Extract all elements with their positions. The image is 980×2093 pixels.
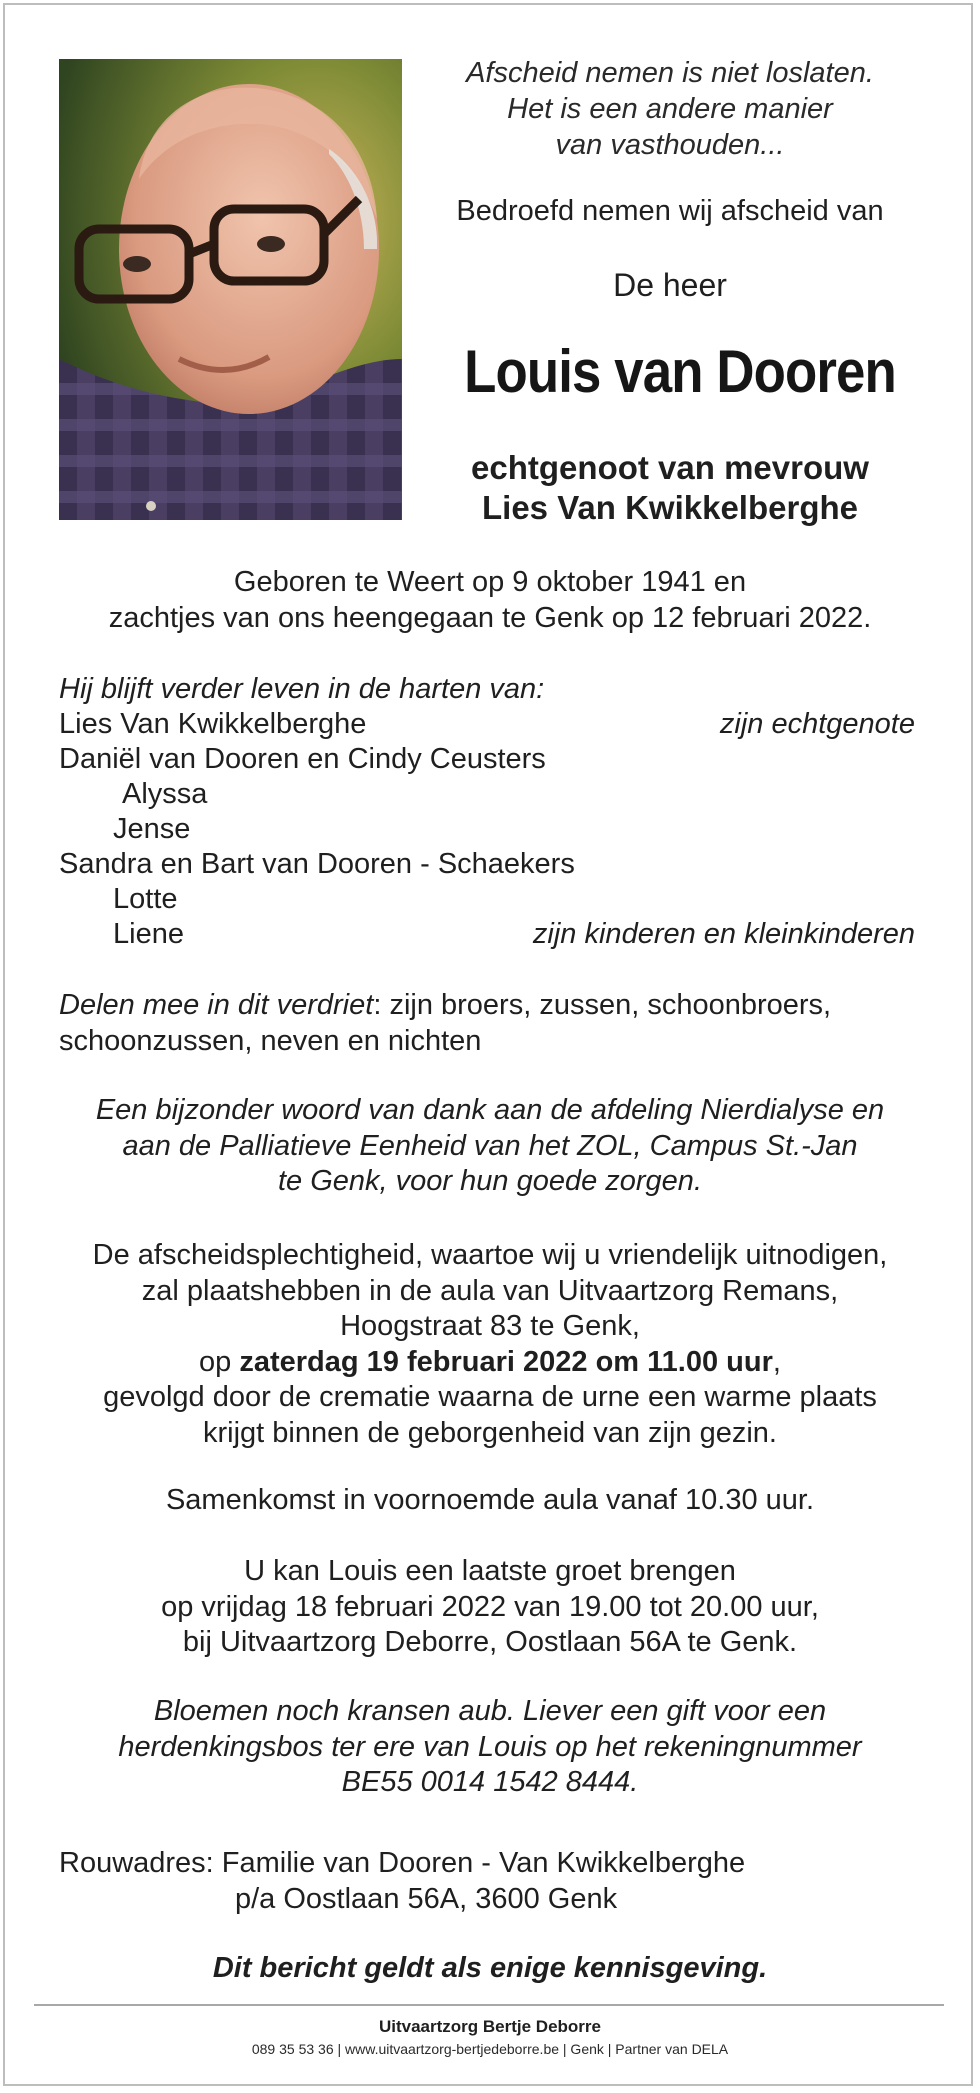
ceremony-info [30,1238,950,1451]
shared-grief-line: schoonzussen, neven en nichten [59,1025,482,1057]
quote-line: van vasthouden... [555,129,785,161]
born-line: zachtjes van ons heengegaan te Genk op 12 februari 2022. [108,602,872,634]
family-member: Lies Van Kwikkelberghe [59,708,367,740]
portrait-illustration [59,59,402,520]
family-heading: Hij blijft verder leven in de harten van: [59,673,545,705]
donation-line: Bloemen noch kransen aub. Liever een gift voor een [153,1695,827,1727]
funeral-home-contact: 089 35 53 36 | www.uitvaartzorg-bertjedeborre.be | Genk | Partner van DELA [251,2041,729,2057]
quote-line: Het is een andere manier [507,93,833,125]
family-member: Jense [113,813,191,845]
portrait-photo [59,59,402,520]
visit-line: op vrijdag 18 februari 2022 van 19.00 tot 20.00 uur, [161,1590,819,1623]
quote-line: Afscheid nemen is niet loslaten. [466,57,874,89]
family-row [59,777,915,812]
family-member: Alyssa [122,778,208,810]
family-member: Lotte [113,883,178,915]
gathering-info: Samenkomst in voornoemde aula vanaf 10.30 uur. [165,1484,815,1516]
donation-line: BE55 0014 1542 8444. [341,1766,639,1798]
address-line: Rouwadres: Familie van Dooren - Van Kwikkelberghe [59,1847,746,1879]
family-row [59,917,915,952]
family-row [59,847,915,882]
family-row [59,742,915,777]
born-line: Geboren te Weert op 9 oktober 1941 en [233,566,747,598]
family-relation: zijn echtgenote [719,708,915,740]
spouse-line: Lies Van Kwikkelberghe [482,489,858,526]
shared-grief-text: : zijn broers, zussen, schoonbroers, [373,989,832,1021]
family-row [59,812,915,847]
opening-quote [430,55,910,163]
address-line: p/a Oostlaan 56A, 3600 Genk [235,1883,618,1915]
announcement-line: Bedroefd nemen wij afscheid van [456,195,884,227]
ceremony-line: gevolgd door de crematie waarna de urne een warme plaats [103,1381,877,1413]
ceremony-line: krijgt binnen de geborgenheid van zijn gezin. [203,1416,777,1449]
donation-line: herdenkingsbos ter ere van Louis op het rekeningnummer [118,1730,862,1763]
family-member: Liene [113,918,184,950]
thanks-line: aan de Palliatieve Eenheid van het ZOL, Campus St.-Jan [122,1129,858,1162]
ceremony-date-line [30,1345,950,1381]
family-list [59,672,915,952]
shared-grief [59,987,939,1059]
shared-grief-label: Delen mee in dit verdriet [59,989,374,1021]
family-relation: zijn kinderen en kleinkinderen [532,918,915,950]
funeral-home-name: Uitvaartzorg Bertje Deborre [378,2017,601,2036]
date-prefix: op [199,1345,240,1378]
flowers-donation [30,1694,950,1801]
spouse-line: echtgenoot van mevrouw [471,449,869,486]
ceremony-line: De afscheidsplechtigheid, waartoe wij u vriendelijk uitnodigen, [92,1239,888,1271]
birth-death-info [40,564,940,636]
deceased-name: Louis van Dooren [464,338,896,405]
mourning-address [59,1845,799,1917]
thanks-note [30,1093,950,1200]
footer-divider [34,2004,944,2006]
farewell-visit [30,1554,950,1661]
official-notice: Dit bericht geldt als enige kennisgeving. [212,1952,768,1984]
family-row [59,707,915,742]
family-member: Sandra en Bart van Dooren - Schaekers [59,848,575,880]
family-row [59,882,915,917]
ceremony-line: Hoogstraat 83 te Genk, [340,1310,640,1342]
thanks-line: te Genk, voor hun goede zorgen. [277,1165,702,1197]
spouse-info [430,448,910,528]
ceremony-date: zaterdag 19 februari 2022 om 11.00 uur [239,1345,773,1378]
family-member: Daniël van Dooren en Cindy Ceusters [59,743,546,775]
honorific: De heer [613,267,727,303]
visit-line: U kan Louis een laatste groet brengen [244,1555,736,1587]
visit-line: bij Uitvaartzorg Deborre, Oostlaan 56A te Genk. [182,1626,798,1658]
ceremony-line: zal plaatshebben in de aula van Uitvaartzorg Remans, [141,1274,839,1307]
date-suffix: , [772,1345,781,1378]
thanks-line: Een bijzonder woord van dank aan de afdeling Nierdialyse en [95,1094,885,1126]
shared-grief-line [59,987,939,1023]
